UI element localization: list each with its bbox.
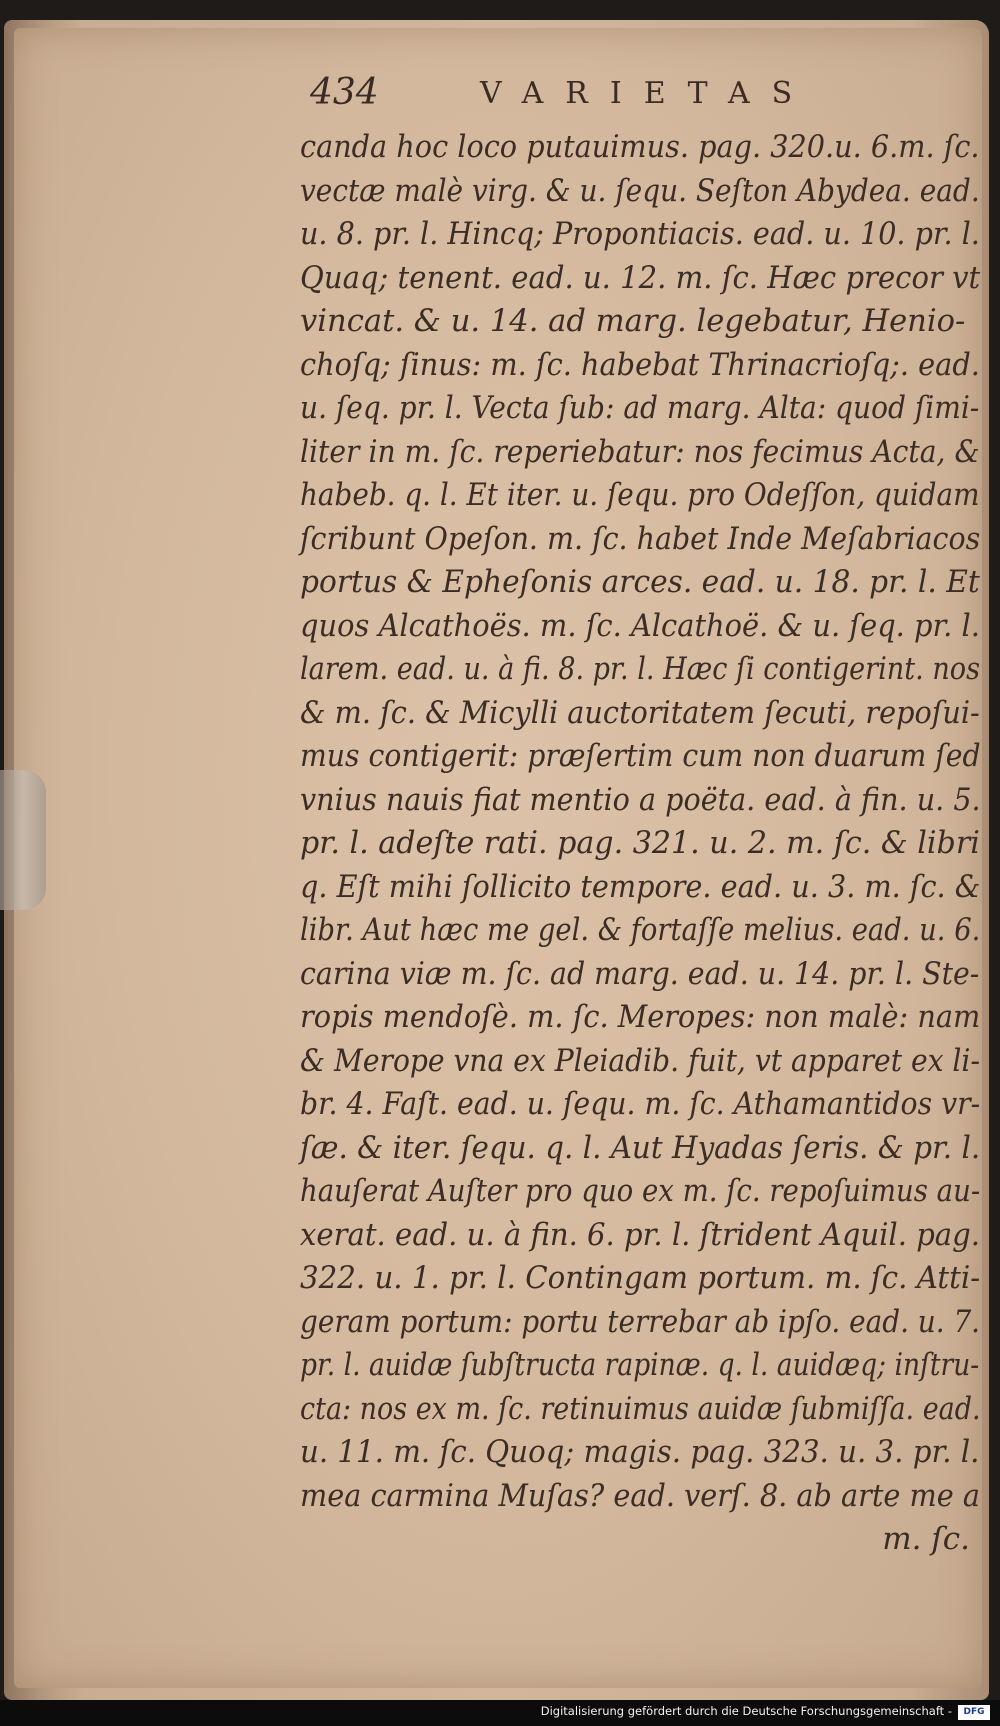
body-text <box>300 126 990 1562</box>
text-line: quos Alcathoës. m. ſc. Alcathoë. & u. ſeq. pr. l. <box>300 607 980 644</box>
text-line: Quaq; tenent. ead. u. 12. m. ſc. Hæc precor vt <box>300 259 981 296</box>
text-line: habeb. q. l. Et iter. u. ſequ. pro Odeſſon, quidam <box>300 477 980 513</box>
text-line: mea carmina Muſas? ead. verſ. 8. ab arte me a <box>300 1477 980 1514</box>
text-line: hauſerat Auſter pro quo ex m. ſc. repoſuimus au- <box>300 1173 981 1209</box>
digitization-credit: Digitalisierung gefördert durch die Deutsche Forschungsgemeinschaft - <box>540 1704 952 1718</box>
text-line: & m. ſc. & Micylli auctoritatem ſecuti, repoſui- <box>300 694 980 731</box>
text-line: xerat. ead. u. à fin. 6. pr. l. ſtrident Aquil. pag. <box>300 1216 981 1253</box>
page-number: 434 <box>310 72 379 113</box>
footer-bar <box>0 1700 1000 1726</box>
text-line: portus & Epheſonis arces. ead. u. 18. pr. l. Et <box>300 564 980 600</box>
page-clip <box>0 770 46 910</box>
text-line: larem. ead. u. à fi. 8. pr. l. Hæc ſi contigerint. nos <box>300 651 981 687</box>
text-line: vincat. & u. 14. ad marg. legebatur, Henio- <box>300 303 966 339</box>
running-title: VARIETAS <box>480 76 815 111</box>
text-line: q. Eſt mihi ſollicito tempore. ead. u. 3. m. ſc. & <box>300 868 981 905</box>
text-line: choſq; ſinus: m. ſc. habebat Thrinacrioſq;. ead. <box>300 346 980 383</box>
text-line: ropis mendoſè. m. ſc. Meropes: non malè: nam <box>300 999 981 1035</box>
text-line: canda hoc loco putauimus. pag. 320.u. 6.m. ſc. <box>300 129 980 165</box>
text-line: m. ſc. <box>882 1521 970 1557</box>
text-line: pr. l. adeſte rati. pag. 321. u. 2. m. ſc. & libri <box>300 825 980 861</box>
dfg-logo-icon: DFG <box>958 1705 990 1720</box>
text-line: br. 4. Faſt. ead. u. ſequ. m. ſc. Athamantidos vr- <box>300 1086 981 1122</box>
text-line: u. 11. m. ſc. Quoq; magis. pag. 323. u. 3. pr. l. <box>300 1434 980 1470</box>
text-line: vnius nauis fiat mentio a poëta. ead. à fin. u. 5. <box>300 781 981 818</box>
text-line: carina viæ m. ſc. ad marg. ead. u. 14. pr. l. Ste- <box>300 955 980 992</box>
text-line: libr. Aut hæc me gel. & fortaſſe melius. ead. u. 6. <box>300 912 981 948</box>
text-line: mus contigerit: præſertim cum non duarum ſed <box>300 738 981 774</box>
text-line: ſcribunt Opeſon. m. ſc. habet Inde Meſabriacos <box>300 520 981 557</box>
text-line: cta: nos ex m. ſc. retinuimus auidæ ſubmiſſa. ead. <box>300 1390 981 1427</box>
text-line: ſæ. & iter. ſequ. q. l. Aut Hyadas ſeris. & pr. l. <box>300 1129 981 1166</box>
text-line: u. 8. pr. l. Hincq; Propontiacis. ead. u. 10. pr. l. <box>300 216 980 252</box>
text-line: liter in m. ſc. reperiebatur: nos fecimus Acta, & <box>300 433 980 470</box>
text-line: geram portum: portu terrebar ab ipſo. ead. u. 7. <box>300 1303 981 1340</box>
text-line: pr. l. auidæ ſubſtructa rapinæ. q. l. auidæq; inſtru- <box>300 1347 980 1383</box>
page-header <box>310 72 870 122</box>
text-line: u. ſeq. pr. l. Vecta ſub: ad marg. Alta: quod ſimi- <box>300 390 980 426</box>
text-line: vectæ malè virg. & u. ſequ. Seſton Abydea. ead. <box>300 172 980 209</box>
text-line: & Merope vna ex Pleiadib. fuit, vt apparet ex li- <box>300 1042 980 1079</box>
text-line: 322. u. 1. pr. l. Contingam portum. m. ſc. Atti- <box>300 1260 981 1296</box>
